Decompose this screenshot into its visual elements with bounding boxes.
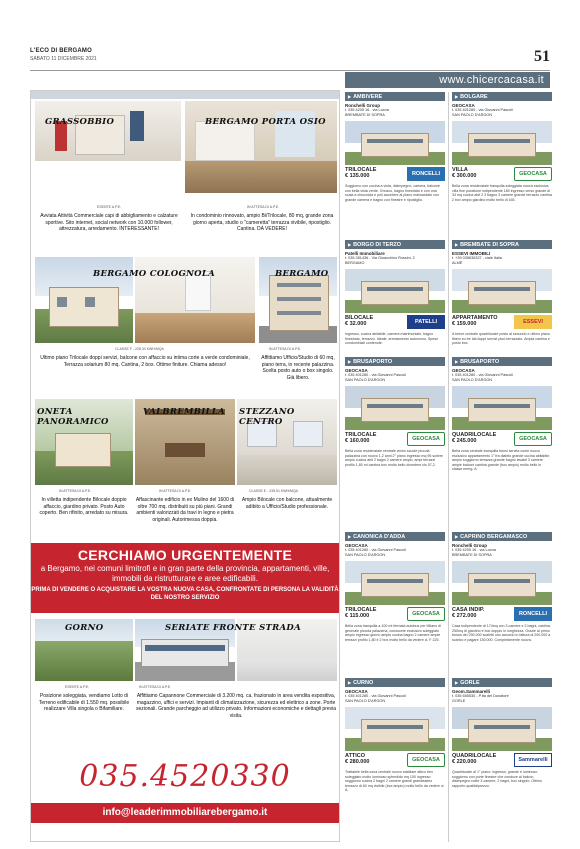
listing-photo xyxy=(345,386,445,430)
listing-card[interactable] xyxy=(345,357,445,467)
location-title: BERGAMO PORTA OSIO xyxy=(205,117,326,127)
listing-location: ▶ CURNO xyxy=(345,678,445,687)
issue-date: SABATO 11 DICEMBRE 2021 xyxy=(30,56,97,62)
listing-price: € 245.000 xyxy=(452,438,477,444)
listing-photo xyxy=(345,561,445,605)
agency-logo: ESSEVI xyxy=(514,315,552,329)
listing-type: VILLA xyxy=(452,167,468,173)
property-cell xyxy=(135,619,337,759)
listing-type: CASA INDIP. xyxy=(452,607,485,613)
listing-location: ▶ CANONICA D'ADDA xyxy=(345,532,445,541)
listing-description: Ingresso, cucina abitabile, camera matrimoniale, bagno finestrato, terrazzo. Ideale, arredamento autonomo. Spese condominiali contenute. xyxy=(345,332,439,346)
listing-card[interactable] xyxy=(452,240,552,346)
listing-agency-town: SAN PAOLO D'ARGON xyxy=(345,553,386,557)
listing-agency-town: SAN PAOLO D'ARGON xyxy=(452,378,493,382)
location-title: STEZZANO CENTRO xyxy=(239,407,295,427)
listing-agency-town: BERGAMO xyxy=(345,261,365,265)
listing-agency: Ronchelli Group xyxy=(345,103,381,108)
listing-type: QUADRILOCALE xyxy=(452,432,497,438)
property-description: Affittiamo Ufficio/Studio di 60 mq, piano terra, in recente palazzina. Scelta posto auto o box singolo. Già libero. xyxy=(261,355,335,381)
listing-headline xyxy=(345,607,445,623)
listing-agency-town: BREMBATE DI SOPRA xyxy=(345,113,385,117)
listing-location: ▶ BREMBATE DI SOPRA xyxy=(452,240,552,249)
listing-photo xyxy=(345,269,445,313)
listing-agency: Ronchelli Group xyxy=(452,543,488,548)
column-divider xyxy=(448,92,449,842)
listing-description: Bella zona residenziale centrale vicino scuole piccola palazzina con nuovo 1,2 anni 2° piano ingresso mq 95 soliere ampio cucina abit 2 bagni 2 camere ampio, ampi terrazzi profilo 1,80 mi cantina box molto bello dovedere cls 57,2. xyxy=(345,449,443,467)
listing-type: TRILOCALE xyxy=(345,167,377,173)
listing-description: Trattabile bella zona centrale nuovo stabilare attico ben soleggiato molto luminoso splendido mq 100 ingresso soggiorno cucina 2 bagni 2 camere grandi grandissimo terrazzo di 60 mq visibile (box ampio) molto bello da vedere cl. A. xyxy=(345,770,445,793)
property-description: Avviata Attività Commerciale capi di abbigliamento e calzature sportive. Sito internet, social network con 10.000 follower, attrezzatura, arredamento. INTERESSANTE! xyxy=(40,213,178,232)
listing-agency-town: ALMÈ xyxy=(452,261,463,265)
urgent-title: CERCHIAMO URGENTEMENTE xyxy=(77,547,293,563)
newspaper-name: L'ECO DI BERGAMO xyxy=(30,48,92,54)
phone-number[interactable]: 035.4520330 xyxy=(79,759,291,794)
email-link[interactable]: info@leaderimmobiliarebergamo.it xyxy=(31,803,339,823)
listing-location: ▶ GORLE xyxy=(452,678,552,687)
agency-logo: GEOCASA xyxy=(514,167,552,181)
listing-type: TRILOCALE xyxy=(345,607,377,613)
listing-card[interactable] xyxy=(452,92,552,202)
listing-agency-contact: t. 035 401280 - via Giovanni Pascoli xyxy=(452,373,513,377)
listing-photo xyxy=(345,707,445,751)
listing-price: € 115.000 xyxy=(345,613,370,619)
listing-description: Soggiorno con cucina a vista, disimpegno, camera, balcone con bella vista verde. Il bosco, bagno finestrato e con una scala a chiocciola e poli accedere al piano mansardato con grande camera e bagno con finestre e ripostiglio. xyxy=(345,184,440,202)
listing-price: € 272.000 xyxy=(452,613,477,619)
location-title: SERIATE FRONTE STRADA xyxy=(165,623,301,633)
listing-description: Bella zona residenziale tranquilla soleggiata nuova esclusiva villa fine posizione indipendente 180 ingresso verso grande di 34 mq cucina abit 2 3 bagno 3 camere grande terrazzo cantina 2 box ampio giardino molto bello di 165. xyxy=(452,184,552,202)
listing-agency-contact: t. 035 4205 16 - via Locna xyxy=(345,108,389,112)
listing-card[interactable] xyxy=(452,678,552,788)
listing-agency: GEOCASA xyxy=(452,368,475,373)
listing-card[interactable] xyxy=(345,532,445,642)
listing-description: Casa indipendente di 174mq con 3 camere e 2 bagni, cantina, 250mq di giardino e box doppio in lunghezza. Grazie al primo bonus dei 290.000 scaletti uno accordo in fattura di 200.000 a scarico e pagare 150.000. Completamente nuova. xyxy=(452,624,551,642)
listing-headline xyxy=(345,167,445,183)
listing-agency-contact: t. 035 401280 - via Giovanni Pascoli xyxy=(345,548,406,552)
listing-card[interactable] xyxy=(345,240,445,346)
listing-photo xyxy=(452,561,552,605)
agency-logo: GEOCASA xyxy=(407,432,445,446)
listing-price: € 135.000 xyxy=(345,173,370,179)
listing-agency-town: SAN PAOLO D'ARGON xyxy=(345,699,386,703)
listing-agency-town: BREMBATE DI SOPRA xyxy=(452,553,492,557)
listing-headline xyxy=(452,753,552,769)
location-title: GORNO xyxy=(65,623,104,633)
listing-photo xyxy=(452,386,552,430)
listing-agency-town: SAN PAOLO D'ARGON xyxy=(452,113,493,117)
listing-agency-contact: t. 035 4205 16 - via Locna xyxy=(452,548,496,552)
listing-location: ▶ BORGO DI TERZO xyxy=(345,240,445,249)
listing-agency-contact: t. 035 281436 - Via Gioacchino Rossini, 2 xyxy=(345,256,415,260)
site-url-banner[interactable]: www.chicercacasa.it xyxy=(345,72,550,88)
energy-class: CLASSE E - 235,51 KWH/MQA xyxy=(249,489,299,493)
listing-card[interactable] xyxy=(345,92,445,202)
listing-type: QUADRILOCALE xyxy=(452,753,497,759)
property-cell xyxy=(237,399,337,539)
property-cell xyxy=(135,399,235,539)
agency-logo: PATELLI xyxy=(407,315,445,329)
listing-price: € 220.000 xyxy=(452,759,477,765)
listing-description: Bella zona centrale tranquilla bensi servita come nuovo esclusivo appartamento 1° fra diabito grande cucina abitabile, ampio soggiorno terrazza grande bagno lavabil 3 camere ampie balconi cantina grande (box ampio) molto bello in classe energ. A. xyxy=(452,449,551,472)
listing-headline xyxy=(452,167,552,183)
listing-headline xyxy=(452,315,552,331)
masthead xyxy=(30,48,550,68)
property-description: Affascinante edificio in ex Mulino del 1600 di oltre 700 mq. distribuiti su più piani. Grandi ambienti valorizzati da travi in legno e pietra originali. Autorimessa doppia. xyxy=(135,497,235,523)
listing-location: ▶ BOLGARE xyxy=(452,92,552,101)
location-title: ONETA PANORAMICO xyxy=(37,407,109,427)
listing-type: ATTICO xyxy=(345,753,366,759)
listing-description: Bella zona tranquilla a 100 mt fermata autobus per Milano di generale piccola palazzina, conoscere esclusivo soleggiato ampio ingresso giorno ampio cucina bagno 2 camere ampie terrazzi profilo 1,80 e 2 box molto bello da vedere cl. F 225. xyxy=(345,624,441,642)
property-description: Ultimo piano Trilocale doppi servizi, balcone con affaccio su intima corte a verde condominiale, Terrazza solarium 80 mq. Cantina, 2 box. Ottime finiture. Chiama adesso! xyxy=(40,355,250,368)
property-cell xyxy=(35,101,181,251)
listing-price: € 159.000 xyxy=(452,321,477,327)
listing-agency: Geom.Sammarelli xyxy=(452,689,491,694)
property-description: Affittiamo Capannone Commerciale di 3.200 mq. ca. frazionato in area vendita espositiva, magazzino, uffici e servizi. Impianti di climatizzazione, sicurezza ed elettrico a zone. Porte sezionali. Grande parcheggio ad utilizzo privato. Informazioni economiche e dettagli previa visita. xyxy=(135,693,337,719)
listing-agency-town: GORLE xyxy=(452,699,466,703)
location-title: BERGAMO xyxy=(275,269,329,279)
listing-agency: GEOCASA xyxy=(452,103,475,108)
listing-location: ▶ BRUSAPORTO xyxy=(452,357,552,366)
property-cell xyxy=(185,101,337,251)
listing-photo xyxy=(452,269,552,313)
property-description: In condominio rinnovato, ampio Bi/Trilocale, 80 mq, grande zona giorno aperta, studio o "cameretta" terrazza vivibile, ripostiglio. Cantina. DA VEDERE! xyxy=(190,213,334,232)
property-description: Posizione soleggiata, vendiamo Lotto di Terreno edificabile di 1.550 mq. possibile realizzare Villa singola o Bifamiliare. xyxy=(38,693,130,712)
property-description: In villetta indipendente Bilocale doppio affaccio, giardino privato. Posto Auto coperto. Ben rifinito, arredato su misura. xyxy=(39,497,129,516)
listing-price: € 160.000 xyxy=(345,438,370,444)
listing-agency: GEOCASA xyxy=(345,368,368,373)
agency-logo: GEOCASA xyxy=(407,753,445,767)
location-title: VALBREMBILLA xyxy=(143,407,225,417)
listing-agency-contact: t. 035 401280 - via Giovanni Pascoli xyxy=(452,108,513,112)
listing-agency-contact: t. +39 035636327 - viale Italia xyxy=(452,256,502,260)
energy-class: IN ATTESA DI A.P.E. xyxy=(139,685,172,689)
agency-advert xyxy=(30,90,340,842)
property-cell xyxy=(259,257,337,391)
listing-agency: GEOCASA xyxy=(345,689,368,694)
header-rule xyxy=(30,70,550,71)
location-title: BERGAMO COLOGNOLA xyxy=(93,269,216,279)
listing-agency-contact: t. 035 655530 - P.tta del Donatore xyxy=(452,694,509,698)
listing-location: ▶ CAPRINO BERGAMASCO xyxy=(452,532,552,541)
agency-logo: Sammarelli xyxy=(514,753,552,767)
energy-class: ESENTE A.P.E. xyxy=(97,205,122,209)
listing-headline xyxy=(345,432,445,448)
listing-price: € 32.000 xyxy=(345,321,367,327)
energy-class: IN ATTESA DI A.P.E. xyxy=(269,347,302,351)
energy-class: IN ATTESA DI A.P.E. xyxy=(247,205,280,209)
urgent-search-banner xyxy=(31,543,339,613)
listing-agency-contact: t. 035 401280 - via Giovanni Pascoli xyxy=(345,694,406,698)
advert-top-band xyxy=(31,91,339,99)
energy-class: IN ATTESA DI A.P.E. xyxy=(59,489,92,493)
energy-class: ESENTE A.P.E. xyxy=(65,685,90,689)
listing-location: ▶ AMBIVERE xyxy=(345,92,445,101)
listing-headline xyxy=(345,753,445,769)
listing-headline xyxy=(345,315,445,331)
listing-agency: GEOCASA xyxy=(345,543,368,548)
listing-photo xyxy=(452,121,552,165)
listing-photo xyxy=(452,707,552,751)
property-photo xyxy=(35,101,181,161)
listing-agency: Patelli Immobiliare xyxy=(345,251,385,256)
urgent-note: PRIMA DI VENDERE O ACQUISTARE LA VOSTRA NUOVA CASA, CONFRONTATE DI PERSONA LA VALIDITÀ DEL NOSTRO SERVIZIO xyxy=(31,587,339,601)
listing-type: BILOCALE xyxy=(345,315,374,321)
property-cell xyxy=(35,619,133,759)
listing-agency: ESSEVI IMMOBILI xyxy=(452,251,491,256)
listing-card[interactable] xyxy=(452,532,552,642)
listing-type: APPARTAMENTO xyxy=(452,315,498,321)
property-cell xyxy=(35,257,255,391)
urgent-subtitle: a Bergamo, nei comuni limitrofi e in gran parte della provincia, appartamenti, ville, immobili da ristrutturare e aree edificabili. xyxy=(40,564,330,583)
property-photo xyxy=(185,101,337,193)
agency-logo: GEOCASA xyxy=(514,432,552,446)
energy-class: CLASSE F - 228,34 KWH/MQA xyxy=(115,347,164,351)
energy-class: IN ATTESA DI A.P.E. xyxy=(159,489,192,493)
location-title: GRASSOBBIO xyxy=(45,117,115,127)
listing-description: Quadrilocale al 1° piano: ingresso, grande e luminoso soggiorno con porte finestre che conduce al balcon, disimpegno notte 3 camere, 2 bagni, box singolo. Ottimo rapporto qualità/prezzo. xyxy=(452,770,542,788)
property-description: Ampio Bilocale con balcone, attualmente adibito a Ufficio/Studio professionale. xyxy=(241,497,333,510)
agency-logo: RONCELLI xyxy=(407,167,445,181)
listing-headline xyxy=(452,432,552,448)
listing-agency-town: SAN PAOLO D'ARGON xyxy=(345,378,386,382)
listing-card[interactable] xyxy=(345,678,445,793)
page-number: 51 xyxy=(534,48,550,65)
listing-card[interactable] xyxy=(452,357,552,472)
agency-logo: GEOCASA xyxy=(407,607,445,621)
listing-photo xyxy=(345,121,445,165)
listing-headline xyxy=(452,607,552,623)
listing-location: ▶ BRUSAPORTO xyxy=(345,357,445,366)
listing-type: TRILOCALE xyxy=(345,432,377,438)
listing-agency-contact: t. 035 401280 - via Giovanni Pascoli xyxy=(345,373,406,377)
agency-logo: RONCELLI xyxy=(514,607,552,621)
property-cell xyxy=(35,399,133,539)
listing-price: € 300.000 xyxy=(452,173,477,179)
listing-description: A breve centrale quadrilocale posto al secondo e ultimo piano libero su tre lati doppi servizi pluri-terrazzato. Ampia cantina e posto box. xyxy=(452,332,550,346)
listing-price: € 280.000 xyxy=(345,759,370,765)
